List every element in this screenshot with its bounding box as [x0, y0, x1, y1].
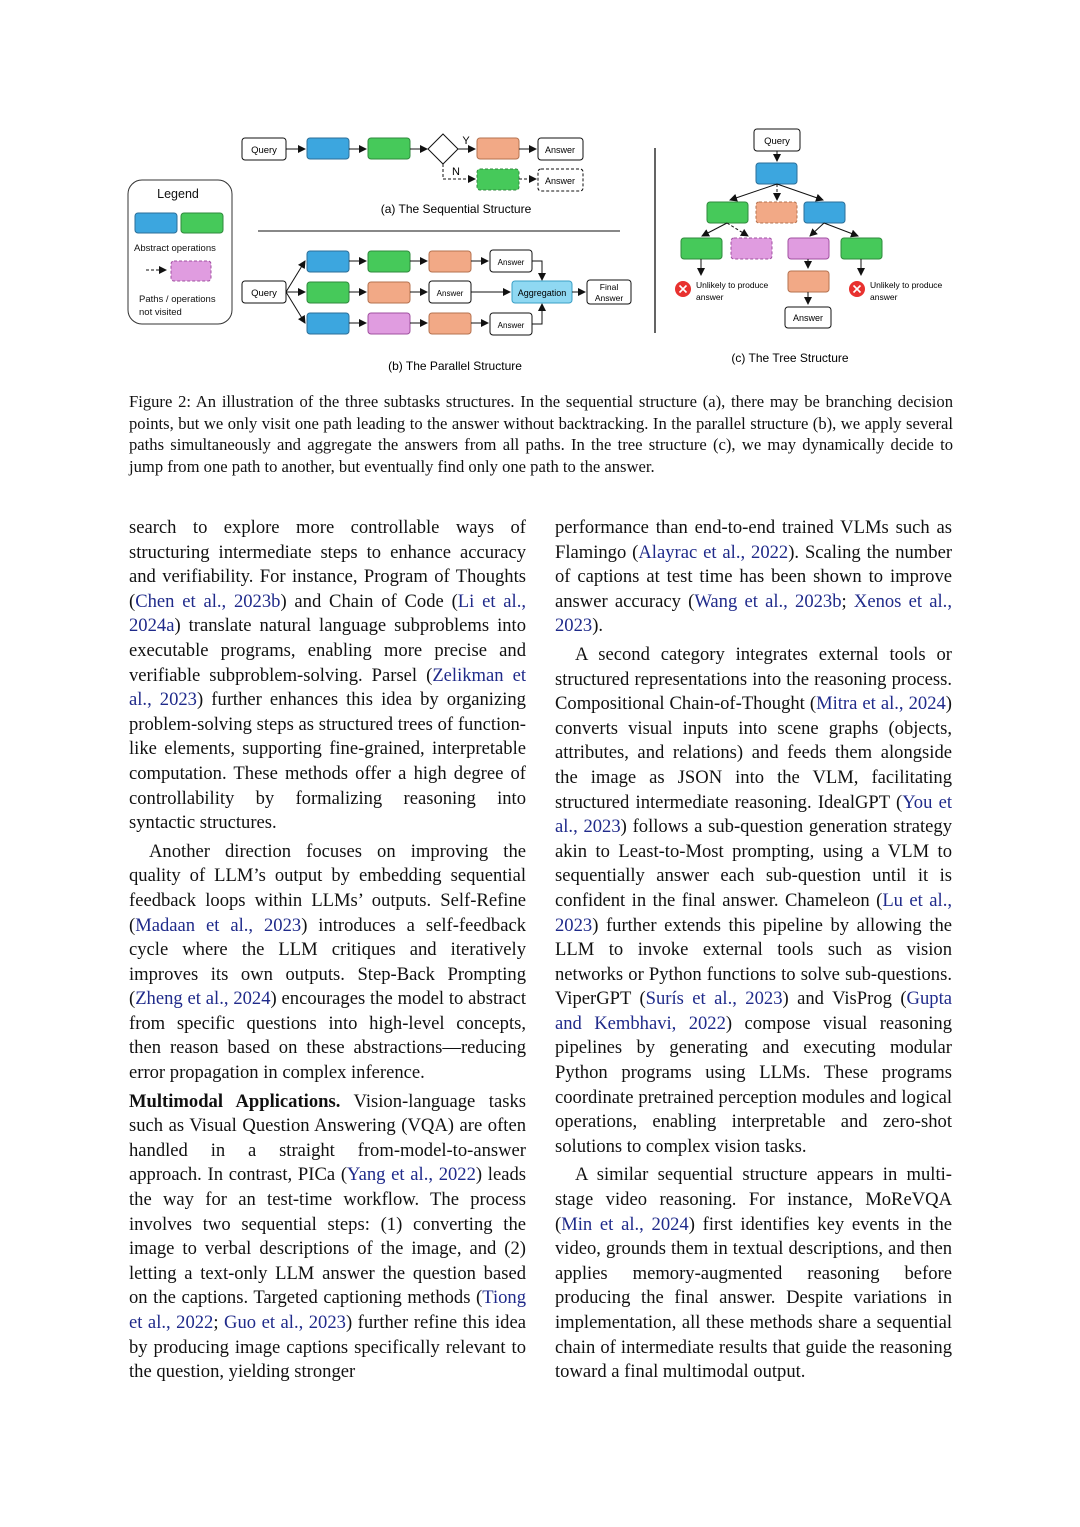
legend-paths-label: Paths / operations — [139, 294, 216, 305]
seq-branch-no: N — [452, 166, 460, 178]
tree-unlikely-left-2: answer — [696, 292, 724, 302]
legend-blue-box — [135, 213, 177, 233]
text-run: ) follows a sub-question generation strategy akin to Least-to-Most prompting, using a VLM to sequentially answer each sub-question until it is confident in the final answer. Chameleon ( — [555, 816, 952, 911]
seq-answer-1: Answer — [544, 145, 576, 155]
text-run: search to explore more controllable ways of structuring intermediate steps to enhance accuracy and verifiability. For instance, Program of Thoughts ( — [129, 517, 526, 612]
citation-link[interactable]: Min et al., 2024 — [561, 1213, 689, 1235]
seq-query: Query — [251, 145, 277, 156]
par-answer-top: Answer — [497, 258, 525, 267]
legend — [128, 180, 232, 324]
text-run: ) further enhances this idea by organizing problem-solving steps as structured trees of function-like elements, supporting fine-grained, interpretable computation. These methods offer a high degree of controllability by formalizing reasoning into syntactic structures. — [129, 689, 526, 834]
text-run: performance than end-to-end trained VLMs such as Flamingo ( — [555, 517, 952, 563]
citation-link[interactable]: Xenos et al., 2023 — [555, 590, 952, 637]
left-paragraph-2 — [129, 840, 526, 1086]
citation-link[interactable]: You et al., 2023 — [555, 791, 952, 838]
tree-title: (c) The Tree Structure — [731, 351, 849, 365]
text-run: ) further refine this idea by producing image captions specifically relevant to the question, yielding stronger — [129, 1312, 526, 1383]
figure-2 — [120, 118, 970, 388]
text-run: ) further extends this pipeline by allowing the LLM to invoke external tools such as vision networks or Python functions to solve sub-questions. ViperGPT ( — [555, 914, 952, 1010]
par-final-1: Final — [599, 282, 619, 292]
tree-query: Query — [764, 136, 790, 147]
par-answer-mid: Answer — [436, 289, 464, 298]
right-paragraph-3 — [555, 1163, 952, 1384]
left-paragraph-3-body — [129, 1091, 526, 1383]
tree-unlikely-right-2: answer — [870, 292, 898, 302]
citation-link[interactable]: Lu et al., 2023 — [555, 889, 952, 936]
citation-link[interactable]: Tiong et al., 2022 — [129, 1287, 526, 1333]
text-run: ; — [841, 590, 854, 612]
tree-unlikely-left: Unlikely to produce — [696, 280, 769, 290]
text-run: ) leads the way for an test-time workflow. The process involves two sequential steps: (1) converting the image to verbal descriptions of the image, and (2) letting a text-only LLM answer the question based on the captions. Targeted captioning methods ( — [129, 1164, 526, 1309]
citation-link[interactable]: Surís et al., 2023 — [645, 988, 783, 1010]
par-aggregation: Aggregation — [517, 288, 567, 298]
text-run: Vision-language tasks such as Visual Question Answering (VQA) are often handled in a straight from-model-to-answer approach. In contrast, PICa ( — [129, 1090, 526, 1186]
citation-link[interactable]: Li et al., 2024a — [129, 590, 526, 637]
figure-caption: Figure 2: An illustration of the three subtasks structures. In the sequential structure (a), there may be branching decision points, but we only visit one path leading to the answer without backtracking. In the parallel structure (b), we apply several paths simultaneously and aggregate the answers from all paths. In the tree structure (c), we may dynamically decide to jump from one path to another, but eventually find only one path to the answer. — [129, 392, 953, 477]
right-paragraph-2 — [555, 643, 952, 1159]
citation-link[interactable]: Wang et al., 2023b — [694, 590, 842, 612]
citation-link[interactable]: Chen et al., 2023b — [135, 590, 281, 612]
legend-abstract-label: Abstract operations — [134, 243, 216, 254]
left-paragraph-3 — [129, 1090, 526, 1385]
seq-answer-2: Answer — [544, 176, 576, 186]
text-run: ) first identifies key events in the video, grounds them in textual descriptions, and then applies memory-augmented reasoning before producing the final answer. Despite variations in implementation, all these methods share a sequential chain of intermediate results that guide the reasoning toward a final multimodal output. — [555, 1213, 952, 1383]
legend-green-box — [181, 213, 223, 233]
text-run: ) and VisProg ( — [782, 988, 907, 1010]
sequential-structure — [242, 134, 583, 216]
parallel-structure — [242, 250, 631, 373]
tree-unlikely-right: Unlikely to produce — [870, 280, 943, 290]
seq-branch-yes: Y — [462, 135, 470, 147]
citation-link[interactable]: Mitra et al., 2024 — [816, 693, 946, 715]
citation-link[interactable]: Zelikman et al., 2023 — [129, 664, 526, 711]
multimodal-heading: Multimodal Applications. — [129, 1090, 341, 1112]
tree-answer: Answer — [792, 313, 824, 323]
text-run: ) and Chain of Code ( — [280, 590, 458, 612]
tree-structure — [675, 129, 943, 365]
legend-title: Legend — [157, 187, 199, 201]
right-column — [555, 516, 952, 1389]
text-run: ; — [213, 1312, 225, 1333]
right-paragraph-1 — [555, 516, 952, 639]
left-column — [129, 516, 526, 1389]
citation-link[interactable]: Alayrac et al., 2022 — [638, 541, 789, 563]
seq-title: (a) The Sequential Structure — [380, 202, 532, 216]
text-run: ). — [592, 615, 604, 637]
citation-link[interactable]: Gupta and Kembhavi, 2022 — [555, 988, 952, 1034]
text-run: ) converts visual inputs into scene graphs (objects, attributes, and relations) and feeds them alongside the image as JSON into the VLM, facilitating structured intermediate reasoning. IdealGPT ( — [555, 693, 952, 813]
decision-diamond — [428, 134, 458, 164]
text-run: ) translate natural language subproblems into executable programs, enabling more precise and verifiable subproblem-solving. Parsel ( — [129, 615, 526, 686]
text-run: ) compose visual reasoning pipelines by generating and executing modular Python programs using LLMs. These programs coordinate pretrained perception modules and logical operations, enabling interpretable and zero-shot solutions to complex vision tasks. — [555, 1012, 952, 1157]
text-run: A second category integrates external tools or structured representations into the reasoning process. Compositional Chain-of-Thought ( — [555, 643, 952, 715]
citation-link[interactable]: Yang et al., 2022 — [347, 1164, 476, 1186]
text-run: ). Scaling the number of captions at test time has been shown to improve answer accuracy ( — [555, 541, 953, 612]
legend-paths-label-2: not visited — [139, 307, 182, 318]
par-final-2: Answer — [594, 293, 624, 303]
citation-link[interactable]: Guo et al., 2023 — [224, 1312, 346, 1333]
par-query: Query — [251, 288, 277, 299]
text-run: A similar sequential structure appears in multi-stage video reasoning. For instance, MoReVQA ( — [555, 1164, 952, 1235]
left-paragraph-1 — [129, 516, 526, 836]
text-run: Another direction focuses on improving the quality of LLM’s output by embedding sequential feedback loops within LLMs’ outputs. Self-Refine ( — [129, 840, 526, 936]
par-answer-bot: Answer — [497, 321, 525, 330]
citation-link[interactable]: Madaan et al., 2023 — [135, 914, 302, 936]
citation-link[interactable]: Zheng et al., 2024 — [135, 988, 271, 1010]
structures-diagram — [120, 118, 970, 388]
par-title: (b) The Parallel Structure — [388, 359, 522, 373]
text-run: ) encourages the model to abstract from specific questions into high-level concepts, then reason based on these abstractions—reducing error propagation in complex inference. — [129, 988, 526, 1084]
legend-pink-box — [171, 261, 211, 281]
text-run: ) introduces a self-feedback cycle where the LLM critiques and iteratively improves its own outputs. Step-Back Prompting ( — [129, 914, 526, 1010]
